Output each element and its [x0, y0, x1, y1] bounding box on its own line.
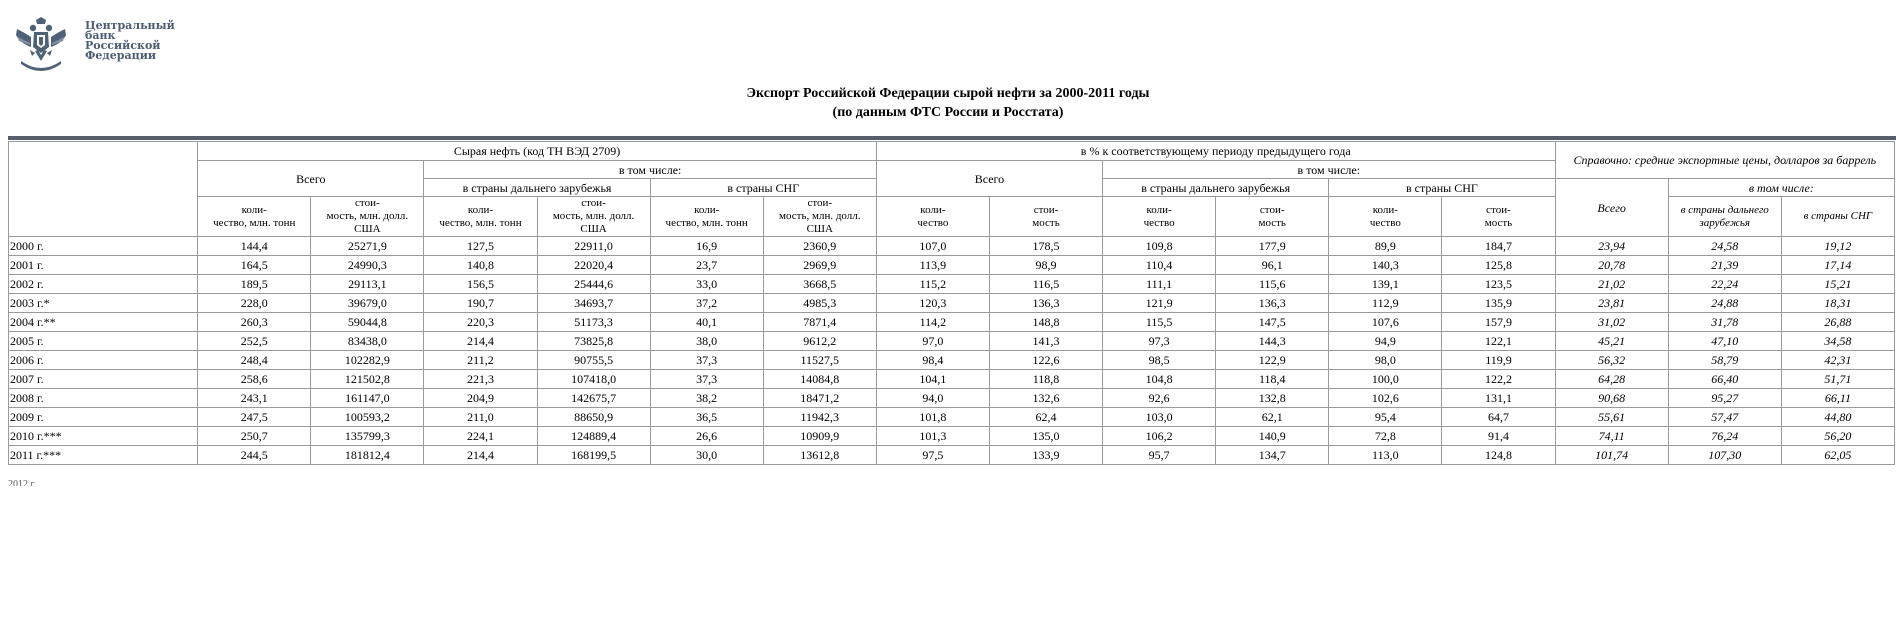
table-cell: 164,5 — [198, 256, 311, 275]
table-cell: 95,27 — [1668, 389, 1781, 408]
val-line-2: мость, млн. долл. — [779, 210, 861, 222]
table-cell: 135,0 — [989, 427, 1102, 446]
table-cell: 11942,3 — [763, 408, 876, 427]
val-line-3: США — [806, 223, 833, 235]
subheader-val — [311, 197, 424, 237]
table-cell: 132,8 — [1216, 389, 1329, 408]
table-cell: 102282,9 — [311, 351, 424, 370]
table-cell: 62,4 — [989, 408, 1102, 427]
table-cell: 98,9 — [989, 256, 1102, 275]
subheader-val — [763, 197, 876, 237]
table-cell: 64,28 — [1555, 370, 1668, 389]
table-cell: 115,2 — [876, 275, 989, 294]
header-pct-cis: в страны СНГ — [1329, 179, 1555, 197]
table-cell: 119,9 — [1442, 351, 1555, 370]
table-cell: 37,3 — [650, 351, 763, 370]
table-cell: 101,74 — [1555, 446, 1668, 465]
table-cell: 247,5 — [198, 408, 311, 427]
table-cell: 141,3 — [989, 332, 1102, 351]
table-cell: 36,5 — [650, 408, 763, 427]
table-cell: 107418,0 — [537, 370, 650, 389]
table-cell: 98,0 — [1329, 351, 1442, 370]
table-cell: 90755,5 — [537, 351, 650, 370]
table-cell: 42,31 — [1781, 351, 1894, 370]
qty-line-1: коли- — [467, 203, 494, 216]
export-table — [8, 141, 1895, 465]
table-cell: 51173,3 — [537, 313, 650, 332]
header-crude-oil: Сырая нефть (код ТН ВЭД 2709) — [198, 142, 877, 161]
logo-line: банк — [85, 29, 116, 42]
table-row — [9, 313, 1895, 332]
table-cell: 2969,9 — [763, 256, 876, 275]
table-cell: 248,4 — [198, 351, 311, 370]
val-pct-line-2: мость — [1484, 216, 1513, 229]
table-cell: 124889,4 — [537, 427, 650, 446]
table-cell: 224,1 — [424, 427, 537, 446]
table-cell: 33,0 — [650, 275, 763, 294]
header-cis: в страны СНГ — [650, 179, 876, 197]
table-cell: 18471,2 — [763, 389, 876, 408]
table-body — [9, 237, 1895, 465]
table-cell: 252,5 — [198, 332, 311, 351]
table-cell: 107,6 — [1329, 313, 1442, 332]
qty-line-1: коли- — [241, 203, 267, 216]
table-cell: 104,8 — [1103, 370, 1216, 389]
table-cell: 74,11 — [1555, 427, 1668, 446]
val-line-3: США — [580, 223, 607, 235]
subheader-qty — [650, 197, 763, 237]
qty-pct-line-2: чество — [1143, 216, 1175, 229]
table-cell: 24990,3 — [311, 256, 424, 275]
header-price-total: Всего — [1555, 179, 1668, 237]
table-cell: 30,0 — [650, 446, 763, 465]
table-cell: 88650,9 — [537, 408, 650, 427]
val-line-3: США — [354, 223, 381, 235]
title-line-1: Экспорт Российской Федерации сырой нефти за 2000-2011 годы — [746, 86, 1150, 101]
table-cell: 122,6 — [989, 351, 1102, 370]
table-cell: 228,0 — [198, 294, 311, 313]
val-line-2: мость, млн. долл. — [326, 210, 409, 222]
table-cell: 22,24 — [1668, 275, 1781, 294]
table-cell: 156,5 — [424, 275, 537, 294]
table-cell: 140,8 — [424, 256, 537, 275]
table-cell: 135799,3 — [311, 427, 424, 446]
table-cell: 34693,7 — [537, 294, 650, 313]
table-cell: 147,5 — [1216, 313, 1329, 332]
table-cell: 132,6 — [989, 389, 1102, 408]
table-cell: 113,0 — [1329, 446, 1442, 465]
table-cell: 134,7 — [1216, 446, 1329, 465]
header-rule — [8, 136, 1896, 140]
table-cell: 112,9 — [1329, 294, 1442, 313]
val-pct-line-2: мость — [1032, 216, 1060, 229]
table-cell: 24,88 — [1668, 294, 1781, 313]
table-cell: 20,78 — [1555, 256, 1668, 275]
table-cell: 144,4 — [198, 237, 311, 256]
val-pct-line-2: мость — [1258, 216, 1286, 229]
subheader-qty — [424, 197, 537, 237]
header-reference-prices: Справочно: средние экспортные цены, долларов за баррель — [1555, 142, 1894, 179]
table-cell: 139,1 — [1329, 275, 1442, 294]
cbr-logo — [15, 17, 175, 73]
table-cell: 120,3 — [876, 294, 989, 313]
qty-pct-line-1: коли- — [1372, 203, 1398, 216]
subheader-qty-pct — [876, 197, 989, 237]
table-cell: 118,4 — [1216, 370, 1329, 389]
subheader-val-pct — [1442, 197, 1555, 237]
header-pct-far-abroad: в страны дальнего зарубежья — [1103, 179, 1329, 197]
subheader-val-pct — [1216, 197, 1329, 237]
table-cell: 39679,0 — [311, 294, 424, 313]
table-row — [9, 256, 1895, 275]
table-cell: 66,11 — [1781, 389, 1894, 408]
qty-line-2: чество, млн. тонн — [213, 216, 296, 229]
table-cell: 64,7 — [1442, 408, 1555, 427]
header-far-abroad: в страны дальнего зарубежья — [424, 179, 650, 197]
table-cell: 116,5 — [989, 275, 1102, 294]
table-cell: 214,4 — [424, 332, 537, 351]
val-pct-line-1: стои- — [1259, 203, 1285, 216]
table-cell: 142675,7 — [537, 389, 650, 408]
table-cell: 34,58 — [1781, 332, 1894, 351]
table-cell: 2360,9 — [763, 237, 876, 256]
table-cell: 122,2 — [1442, 370, 1555, 389]
logo-line: Федерации — [85, 49, 157, 62]
table-cell: 178,5 — [989, 237, 1102, 256]
table-cell: 23,81 — [1555, 294, 1668, 313]
table-cell: 101,3 — [876, 427, 989, 446]
table-cell: 38,2 — [650, 389, 763, 408]
val-line-1: стои- — [581, 197, 606, 209]
table-cell: 140,9 — [1216, 427, 1329, 446]
header-price-cis: в страны СНГ — [1781, 197, 1894, 237]
table-cell: 26,6 — [650, 427, 763, 446]
table-cell: 211,2 — [424, 351, 537, 370]
table-cell: 17,14 — [1781, 256, 1894, 275]
subheader-qty — [198, 197, 311, 237]
row-year: 2005 г. — [9, 332, 198, 351]
table-cell: 97,0 — [876, 332, 989, 351]
table-cell: 204,9 — [424, 389, 537, 408]
table-cell: 103,0 — [1103, 408, 1216, 427]
table-row — [9, 389, 1895, 408]
table-cell: 97,5 — [876, 446, 989, 465]
table-row — [9, 351, 1895, 370]
table-cell: 62,05 — [1781, 446, 1894, 465]
header-including: в том числе: — [424, 161, 876, 179]
table-cell: 95,7 — [1103, 446, 1216, 465]
table-row — [9, 275, 1895, 294]
table-cell: 58,79 — [1668, 351, 1781, 370]
row-year: 2009 г. — [9, 408, 198, 427]
table-cell: 250,7 — [198, 427, 311, 446]
table-cell: 26,88 — [1781, 313, 1894, 332]
table-row — [9, 446, 1895, 465]
row-year: 2010 г.*** — [9, 427, 198, 446]
table-cell: 96,1 — [1216, 256, 1329, 275]
table-cell: 92,6 — [1103, 389, 1216, 408]
table-cell: 25444,6 — [537, 275, 650, 294]
table-cell: 19,12 — [1781, 237, 1894, 256]
table-cell: 18,31 — [1781, 294, 1894, 313]
qty-line-1: коли- — [694, 203, 720, 216]
table-row — [9, 332, 1895, 351]
table-cell: 190,7 — [424, 294, 537, 313]
table-row — [9, 370, 1895, 389]
table-cell: 4985,3 — [763, 294, 876, 313]
table-cell: 148,8 — [989, 313, 1102, 332]
table-cell: 25271,9 — [311, 237, 424, 256]
table-cell: 7871,4 — [763, 313, 876, 332]
table-cell: 122,9 — [1216, 351, 1329, 370]
corner-cell — [9, 142, 198, 237]
table-cell: 113,9 — [876, 256, 989, 275]
table-cell: 136,3 — [1216, 294, 1329, 313]
table-cell: 22020,4 — [537, 256, 650, 275]
table-cell: 214,4 — [424, 446, 537, 465]
table-cell: 44,80 — [1781, 408, 1894, 427]
table-cell: 24,58 — [1668, 237, 1781, 256]
table-cell: 131,1 — [1442, 389, 1555, 408]
table-cell: 258,6 — [198, 370, 311, 389]
qty-pct-line-2: чество — [1369, 216, 1401, 229]
table-cell: 114,2 — [876, 313, 989, 332]
table-cell: 177,9 — [1216, 237, 1329, 256]
table-cell: 100593,2 — [311, 408, 424, 427]
header-price-far: в страны дальнего зарубежья — [1668, 197, 1781, 237]
qty-line-2: чество, млн. тонн — [439, 216, 522, 229]
table-cell: 3668,5 — [763, 275, 876, 294]
table-cell: 106,2 — [1103, 427, 1216, 446]
table-cell: 72,8 — [1329, 427, 1442, 446]
table-cell: 221,3 — [424, 370, 537, 389]
table-cell: 109,8 — [1103, 237, 1216, 256]
table-cell: 181812,4 — [311, 446, 424, 465]
table-cell: 76,24 — [1668, 427, 1781, 446]
table-cell: 29113,1 — [311, 275, 424, 294]
table-cell: 94,0 — [876, 389, 989, 408]
table-cell: 9612,2 — [763, 332, 876, 351]
table-cell: 133,9 — [989, 446, 1102, 465]
table-cell: 22911,0 — [537, 237, 650, 256]
table-row — [9, 427, 1895, 446]
table-cell: 107,30 — [1668, 446, 1781, 465]
table-cell: 56,20 — [1781, 427, 1894, 446]
table-cell: 184,7 — [1442, 237, 1555, 256]
table-cell: 56,32 — [1555, 351, 1668, 370]
table-cell: 104,1 — [876, 370, 989, 389]
qty-line-2: чество, млн. тонн — [665, 216, 748, 229]
table-cell: 115,5 — [1103, 313, 1216, 332]
table-cell: 102,6 — [1329, 389, 1442, 408]
bank-of-russia-eagle-emblem-icon — [15, 17, 67, 73]
table-cell: 157,9 — [1442, 313, 1555, 332]
table-cell: 31,02 — [1555, 313, 1668, 332]
document-title — [0, 84, 1896, 122]
table-cell: 124,8 — [1442, 446, 1555, 465]
table-cell: 115,6 — [1216, 275, 1329, 294]
table-cell: 66,40 — [1668, 370, 1781, 389]
table-cell: 21,39 — [1668, 256, 1781, 275]
row-year: 2011 г.*** — [9, 446, 198, 465]
cbr-logo-text — [85, 21, 175, 61]
table-cell: 95,4 — [1329, 408, 1442, 427]
table-cell: 91,4 — [1442, 427, 1555, 446]
table-cell: 13612,8 — [763, 446, 876, 465]
table-cell: 83438,0 — [311, 332, 424, 351]
header-pct-including: в том числе: — [1103, 161, 1556, 179]
table-cell: 260,3 — [198, 313, 311, 332]
subheader-val — [537, 197, 650, 237]
val-pct-line-1: стои- — [1486, 203, 1511, 216]
table-cell: 14084,8 — [763, 370, 876, 389]
header-percent: в % к соответствующему периоду предыдущего года — [876, 142, 1555, 161]
val-pct-line-1: стои- — [1033, 203, 1059, 216]
table-cell: 45,21 — [1555, 332, 1668, 351]
table-cell: 107,0 — [876, 237, 989, 256]
table-cell: 47,10 — [1668, 332, 1781, 351]
table-cell: 40,1 — [650, 313, 763, 332]
row-year: 2004 г.** — [9, 313, 198, 332]
row-year: 2002 г. — [9, 275, 198, 294]
table-cell: 161147,0 — [311, 389, 424, 408]
qty-pct-line-2: чество — [917, 216, 949, 229]
table-cell: 98,4 — [876, 351, 989, 370]
clipped-row-label: 2012 г. — [8, 480, 36, 486]
table-cell: 98,5 — [1103, 351, 1216, 370]
table-cell: 121,9 — [1103, 294, 1216, 313]
row-year: 2008 г. — [9, 389, 198, 408]
table-cell: 136,3 — [989, 294, 1102, 313]
table-cell: 16,9 — [650, 237, 763, 256]
table-row — [9, 408, 1895, 427]
table-cell: 51,71 — [1781, 370, 1894, 389]
table-cell: 11527,5 — [763, 351, 876, 370]
table-cell: 21,02 — [1555, 275, 1668, 294]
table-cell: 127,5 — [424, 237, 537, 256]
qty-pct-line-1: коли- — [920, 203, 946, 216]
table-cell: 110,4 — [1103, 256, 1216, 275]
table-cell: 118,8 — [989, 370, 1102, 389]
table-cell: 59044,8 — [311, 313, 424, 332]
table-cell: 243,1 — [198, 389, 311, 408]
table-cell: 211,0 — [424, 408, 537, 427]
table-row — [9, 294, 1895, 313]
table-cell: 125,8 — [1442, 256, 1555, 275]
row-year: 2001 г. — [9, 256, 198, 275]
header-pct-total: Всего — [876, 161, 1102, 197]
table-cell: 62,1 — [1216, 408, 1329, 427]
table-cell: 140,3 — [1329, 256, 1442, 275]
table-cell: 73825,8 — [537, 332, 650, 351]
table-cell: 38,0 — [650, 332, 763, 351]
logo-line: Российской — [85, 39, 161, 52]
subheader-qty-pct — [1103, 197, 1216, 237]
table-cell: 15,21 — [1781, 275, 1894, 294]
table-row — [9, 237, 1895, 256]
table-cell: 101,8 — [876, 408, 989, 427]
table-cell: 220,3 — [424, 313, 537, 332]
header-price-including: в том числе: — [1668, 179, 1894, 197]
logo-line: Центральный — [85, 19, 175, 32]
table-cell: 135,9 — [1442, 294, 1555, 313]
table-cell: 144,3 — [1216, 332, 1329, 351]
table-cell: 57,47 — [1668, 408, 1781, 427]
table-cell: 111,1 — [1103, 275, 1216, 294]
table-cell: 55,61 — [1555, 408, 1668, 427]
table-cell: 123,5 — [1442, 275, 1555, 294]
table-cell: 97,3 — [1103, 332, 1216, 351]
row-year: 2006 г. — [9, 351, 198, 370]
table-cell: 100,0 — [1329, 370, 1442, 389]
table-cell: 37,3 — [650, 370, 763, 389]
qty-pct-line-1: коли- — [1146, 203, 1172, 216]
subheader-val-pct — [989, 197, 1102, 237]
header-total: Всего — [198, 161, 424, 197]
table-cell: 23,7 — [650, 256, 763, 275]
subheader-qty-pct — [1329, 197, 1442, 237]
table-cell: 94,9 — [1329, 332, 1442, 351]
table-cell: 189,5 — [198, 275, 311, 294]
table-cell: 90,68 — [1555, 389, 1668, 408]
table-cell: 10909,9 — [763, 427, 876, 446]
row-year: 2003 г.* — [9, 294, 198, 313]
table-cell: 37,2 — [650, 294, 763, 313]
table-cell: 31,78 — [1668, 313, 1781, 332]
table-cell: 168199,5 — [537, 446, 650, 465]
row-year: 2007 г. — [9, 370, 198, 389]
val-line-2: мость, млн. долл. — [552, 210, 635, 222]
table-cell: 122,1 — [1442, 332, 1555, 351]
table-cell: 244,5 — [198, 446, 311, 465]
table-cell: 89,9 — [1329, 237, 1442, 256]
row-year: 2000 г. — [9, 237, 198, 256]
val-line-1: стои- — [807, 197, 833, 209]
table-cell: 23,94 — [1555, 237, 1668, 256]
title-line-2: (по данным ФТС России и Росстата) — [832, 105, 1064, 120]
table-cell: 121502,8 — [311, 370, 424, 389]
val-line-1: стои- — [355, 197, 380, 209]
